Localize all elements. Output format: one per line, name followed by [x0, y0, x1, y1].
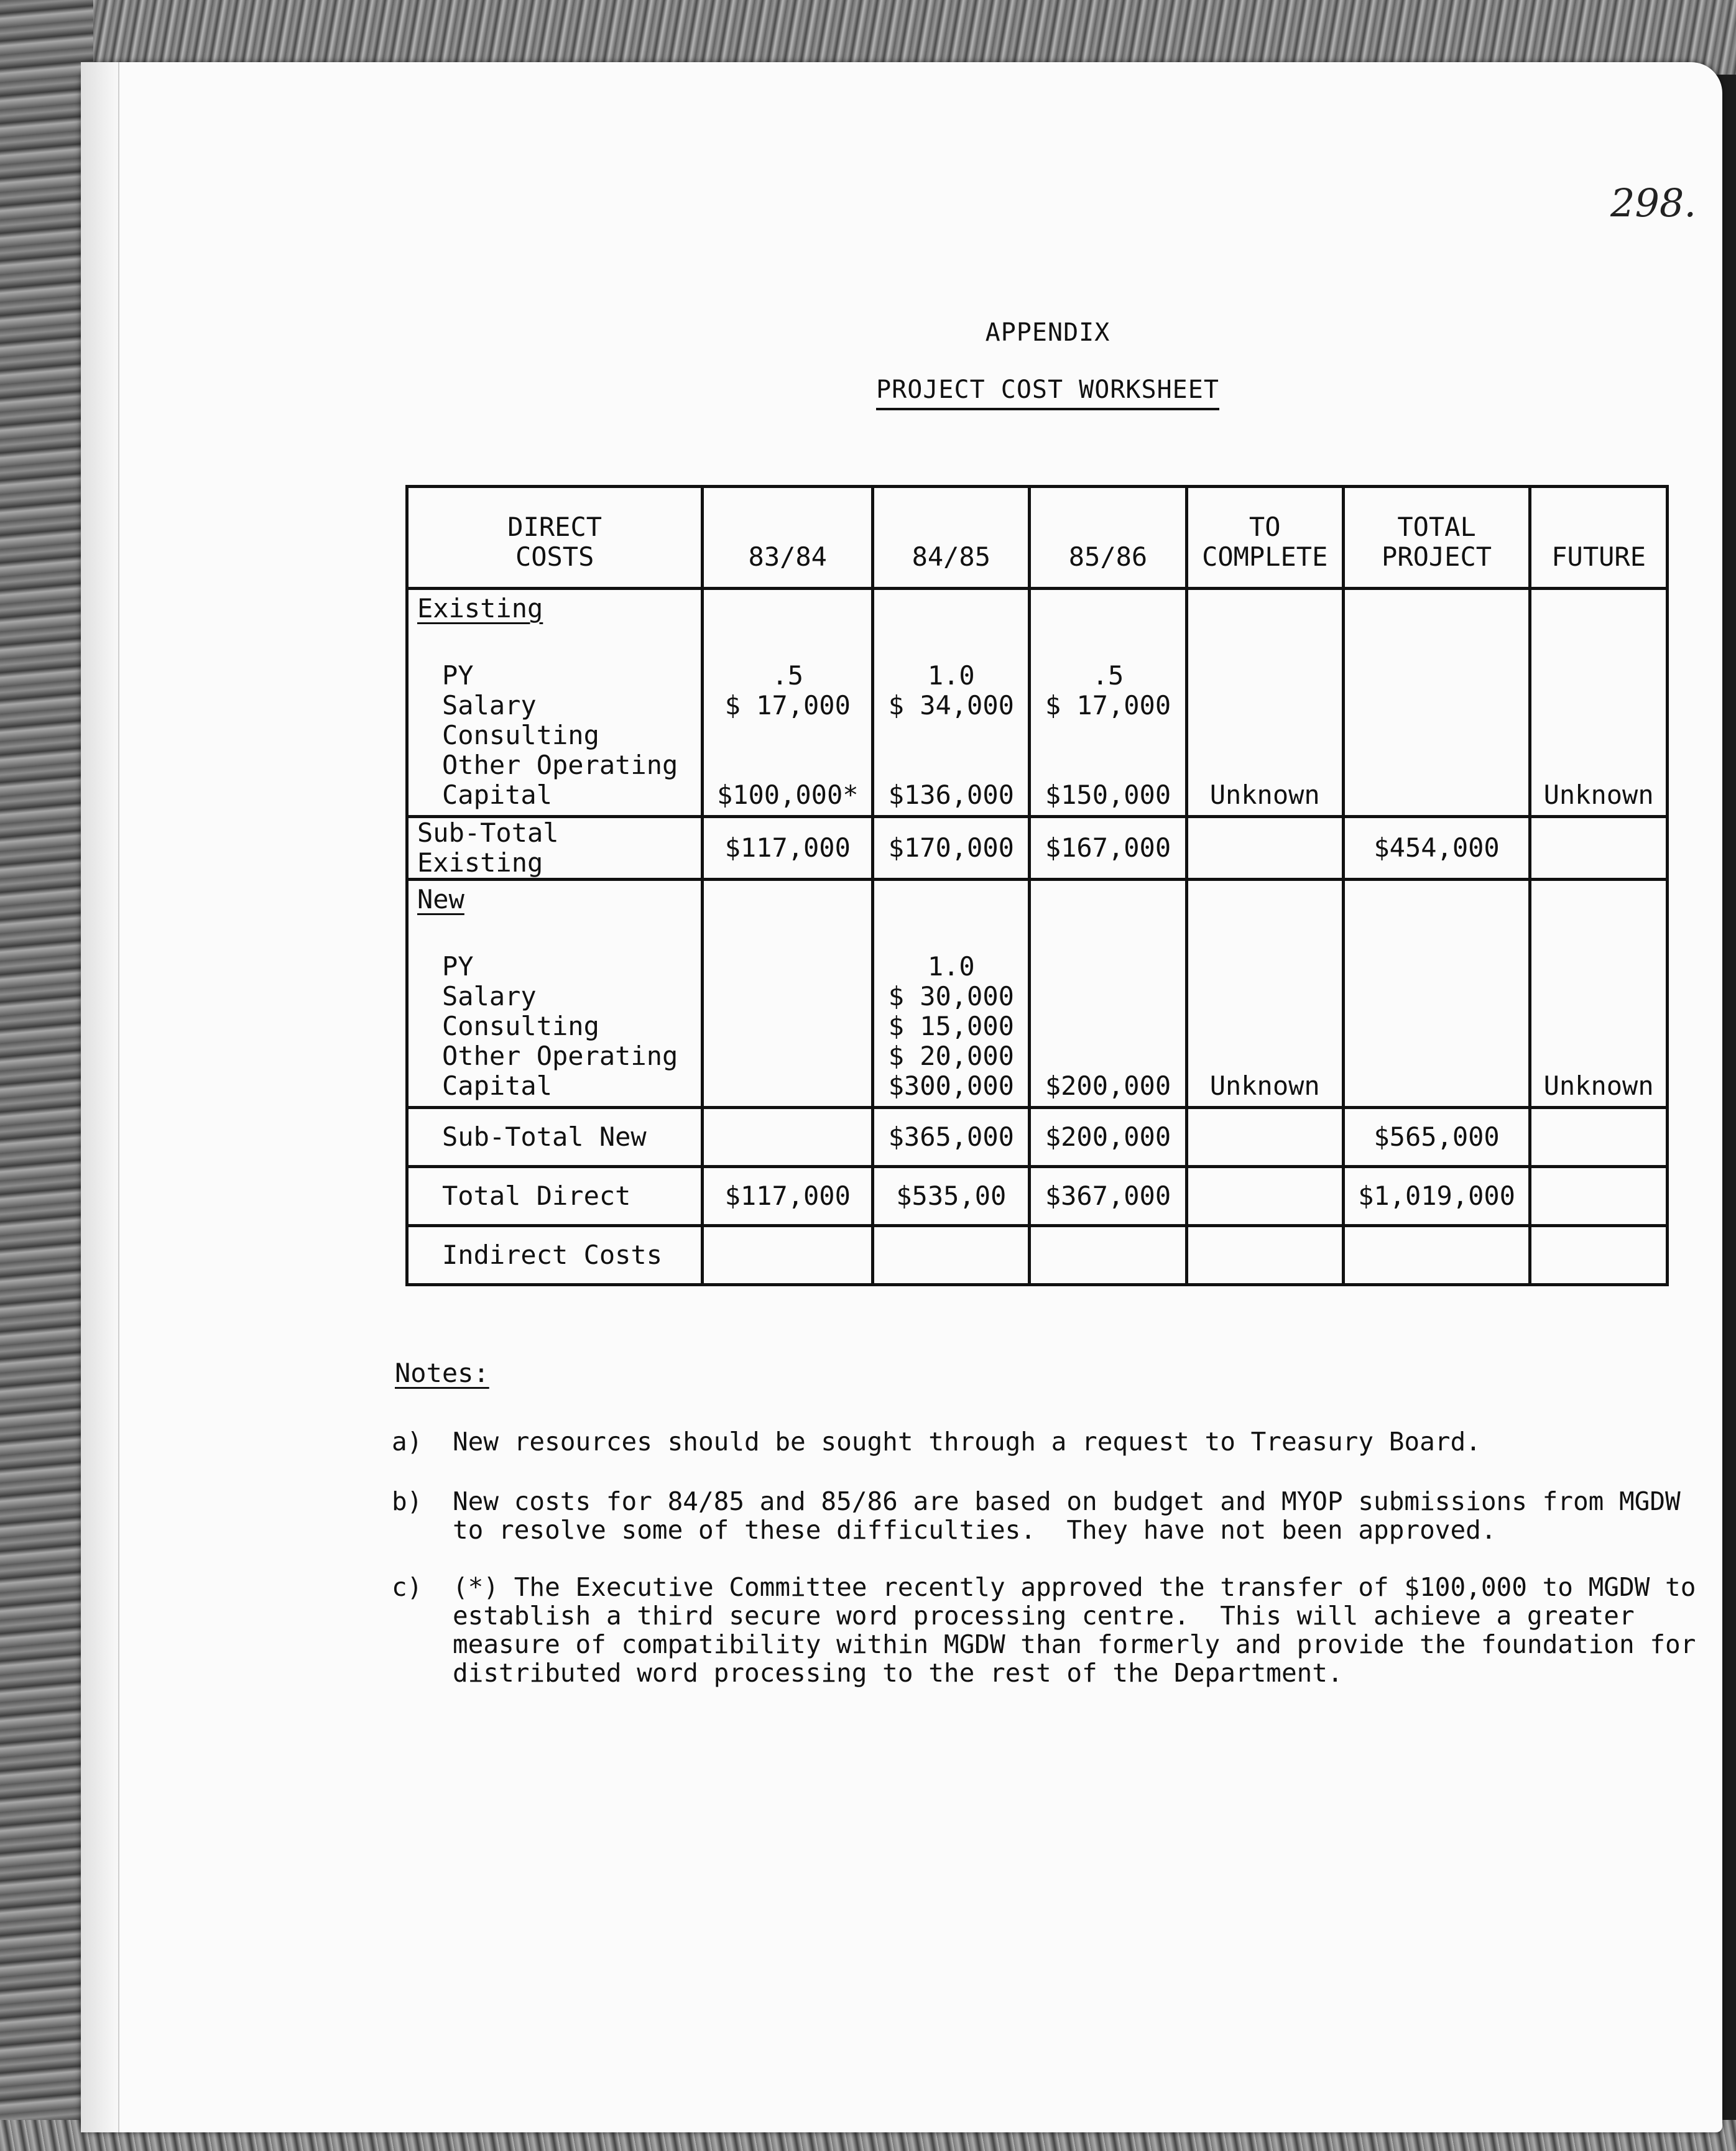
- existing-values-cell: [873, 589, 1030, 817]
- column-header-line: 85/86: [1068, 541, 1148, 572]
- row-label-cell: [407, 1226, 703, 1285]
- new-label-cell: [407, 880, 703, 1108]
- cell-value: Unknown: [1209, 1071, 1320, 1101]
- cell-value: 1.0: [927, 951, 975, 982]
- cell-value: [1040, 952, 1176, 982]
- cell-value: [1354, 661, 1520, 691]
- cell-value: [1354, 750, 1520, 780]
- row-value-cell: [873, 1108, 1030, 1167]
- note-line: (*) The Executive Committee recently approved the transfer of $100,000 to MGDW to: [453, 1572, 1696, 1602]
- cell-value: [1354, 952, 1520, 982]
- line-item-label: Capital: [442, 780, 553, 810]
- row-value: $565,000: [1374, 1122, 1500, 1152]
- existing-values-cell: [1530, 589, 1668, 817]
- section-title-existing: Existing: [417, 593, 543, 624]
- column-header-line: COMPLETE: [1202, 541, 1328, 572]
- cell-value: $100,000*: [716, 780, 859, 810]
- table-row-new: [407, 880, 1668, 1108]
- cell-value: [1197, 691, 1333, 721]
- row-value-cell: [703, 817, 873, 880]
- column-header-future: [1530, 487, 1668, 589]
- cell-value: [713, 1071, 862, 1101]
- cell-value: [1040, 1011, 1176, 1041]
- cell-value: [883, 750, 1019, 780]
- table-header-row: [407, 487, 1668, 589]
- note-letter: c): [392, 1572, 423, 1602]
- cell-value: [1040, 750, 1176, 780]
- cell-value: [1354, 982, 1520, 1011]
- row-value-cell: [1343, 1108, 1530, 1167]
- cell-value: $ 17,000: [724, 690, 851, 721]
- column-header-line: 83/84: [748, 541, 827, 572]
- section-title-new: New: [417, 884, 464, 914]
- existing-items: [417, 661, 692, 810]
- cell-value: $ 30,000: [888, 981, 1014, 1011]
- note-line: establish a third secure word processing centre. This will achieve a greater: [453, 1601, 1635, 1631]
- new-values-cell: [703, 880, 873, 1108]
- line-item-label: Capital: [442, 1071, 553, 1101]
- row-value-cell: [1343, 1167, 1530, 1226]
- new-values-cell: [1343, 880, 1530, 1108]
- existing-values-cell: [1030, 589, 1186, 817]
- row-label: Indirect Costs: [442, 1240, 663, 1270]
- column-header-line: DIRECT: [507, 512, 603, 542]
- cell-value: [1197, 1011, 1333, 1041]
- worksheet-title-text: PROJECT COST WORKSHEET: [876, 375, 1219, 410]
- cell-value: [1354, 1011, 1520, 1041]
- column-header-8485: [873, 487, 1030, 589]
- line-item-label: PY: [442, 951, 474, 982]
- row-value-cell: [873, 1226, 1030, 1285]
- row-value-cell: [1030, 1108, 1186, 1167]
- note-line: New costs for 84/85 and 85/86 are based on budget and MYOP submissions from MGDW: [453, 1486, 1681, 1516]
- cell-value: 1.0: [927, 660, 975, 691]
- notes-title: Notes:: [395, 1358, 489, 1388]
- cell-value: [1040, 1041, 1176, 1071]
- new-values-cell: [1530, 880, 1668, 1108]
- row-value: $1,019,000: [1358, 1181, 1515, 1211]
- table-row-subtotal-existing: [407, 817, 1668, 880]
- row-value: $200,000: [1045, 1122, 1171, 1152]
- row-value-cell: [1530, 1167, 1668, 1226]
- new-items: [417, 952, 692, 1101]
- new-values-cell: [873, 880, 1030, 1108]
- note-body: [453, 1572, 1696, 1688]
- row-label: Total Direct: [442, 1181, 631, 1211]
- cell-value: [1540, 691, 1657, 721]
- row-label-cell: [407, 1167, 703, 1226]
- column-header-line: 84/85: [912, 541, 990, 572]
- line-item-label: Salary: [442, 690, 537, 721]
- cell-value: [1540, 952, 1657, 982]
- column-header-direct-costs: [407, 487, 703, 589]
- cell-value: [1040, 982, 1176, 1011]
- cell-value: .5: [772, 660, 804, 691]
- cell-value: $300,000: [888, 1071, 1014, 1101]
- cell-value: Unknown: [1543, 780, 1654, 810]
- page-fold-edge: [81, 62, 119, 2132]
- note-letter: a): [392, 1427, 423, 1457]
- cell-value: $ 34,000: [888, 690, 1014, 721]
- cell-value: [883, 721, 1019, 750]
- new-values-cell: [1030, 880, 1186, 1108]
- cell-value: [1354, 780, 1520, 810]
- new-values-cell: [1186, 880, 1343, 1108]
- handwritten-page-number: 298.: [1610, 180, 1697, 226]
- row-value-cell: [1030, 1167, 1186, 1226]
- line-item-label: Salary: [442, 981, 537, 1011]
- table-row-subtotal-new: [407, 1108, 1668, 1167]
- column-header-8384: [703, 487, 873, 589]
- row-label-cell: [407, 817, 703, 880]
- row-value-cell: [1343, 817, 1530, 880]
- row-value-cell: [703, 1226, 873, 1285]
- row-value: $117,000: [724, 832, 851, 863]
- cell-value: [713, 1041, 862, 1071]
- cell-value: Unknown: [1209, 780, 1320, 810]
- cell-value: $ 20,000: [888, 1041, 1014, 1071]
- note-body: [453, 1487, 1679, 1544]
- row-value-cell: [1186, 1108, 1343, 1167]
- cell-value: [1540, 721, 1657, 750]
- row-value: $367,000: [1045, 1181, 1171, 1211]
- column-header-line: TOTAL: [1397, 512, 1476, 542]
- row-value-cell: [1030, 817, 1186, 880]
- cell-value: [1540, 982, 1657, 1011]
- cell-value: .5: [1092, 660, 1124, 691]
- worksheet-title: [622, 375, 1474, 404]
- cell-value: [1040, 721, 1176, 750]
- project-cost-table: [405, 485, 1669, 1286]
- row-label: Sub-Total New: [442, 1122, 647, 1152]
- cell-value: [1354, 691, 1520, 721]
- existing-values-cell: [1186, 589, 1343, 817]
- cell-value: [713, 952, 862, 982]
- cell-value: $200,000: [1045, 1071, 1171, 1101]
- existing-label-cell: [407, 589, 703, 817]
- row-value-cell: [1186, 817, 1343, 880]
- row-value-cell: [1186, 1226, 1343, 1285]
- existing-values-cell: [703, 589, 873, 817]
- row-value: $365,000: [888, 1122, 1014, 1152]
- cell-value: [1540, 1041, 1657, 1071]
- cell-value: [1540, 750, 1657, 780]
- line-item-label: PY: [442, 660, 474, 691]
- cell-value: $150,000: [1045, 780, 1171, 810]
- line-item-label: Consulting: [442, 720, 599, 750]
- row-value-cell: [703, 1167, 873, 1226]
- column-header-total-project: [1343, 487, 1530, 589]
- cell-value: [713, 750, 862, 780]
- row-value-cell: [1186, 1167, 1343, 1226]
- cell-value: Unknown: [1543, 1071, 1654, 1101]
- table-row-existing: [407, 589, 1668, 817]
- cell-value: [1540, 1011, 1657, 1041]
- column-header-line: FUTURE: [1551, 541, 1646, 572]
- note-line: distributed word processing to the rest of the Department.: [453, 1658, 1343, 1688]
- table-row-indirect-costs: [407, 1226, 1668, 1285]
- cell-value: [713, 982, 862, 1011]
- scan-background-left: [0, 0, 93, 2151]
- column-header-line: TO: [1249, 512, 1281, 542]
- line-item-label: Consulting: [442, 1011, 599, 1041]
- column-header-to-complete: [1186, 487, 1343, 589]
- row-value-cell: [873, 1167, 1030, 1226]
- column-header-line: COSTS: [515, 541, 594, 572]
- cell-value: $ 17,000: [1045, 690, 1171, 721]
- cell-value: $136,000: [888, 780, 1014, 810]
- cell-value: [1197, 1041, 1333, 1071]
- cell-value: [1354, 721, 1520, 750]
- row-value-cell: [873, 817, 1030, 880]
- appendix-heading: APPENDIX: [985, 318, 1110, 347]
- cell-value: $ 15,000: [888, 1011, 1014, 1041]
- row-label-cell: [407, 1108, 703, 1167]
- row-value-cell: [703, 1108, 873, 1167]
- cell-value: [1197, 952, 1333, 982]
- note-letter: b): [392, 1486, 423, 1516]
- row-value: $117,000: [724, 1181, 851, 1211]
- cell-value: [1197, 982, 1333, 1011]
- note-body: [453, 1427, 1679, 1456]
- cell-value: [1354, 1041, 1520, 1071]
- column-header-line: PROJECT: [1382, 541, 1492, 572]
- row-value-cell: [1343, 1226, 1530, 1285]
- row-value: $535,00: [896, 1181, 1007, 1211]
- row-value: $454,000: [1374, 832, 1500, 863]
- line-item-label: Other Operating: [442, 750, 678, 780]
- row-value: $170,000: [888, 832, 1014, 863]
- cell-value: [1197, 750, 1333, 780]
- cell-value: [1354, 1071, 1520, 1101]
- row-label: Sub-Total Existing: [417, 818, 559, 878]
- existing-values-cell: [1343, 589, 1530, 817]
- row-value-cell: [1530, 1226, 1668, 1285]
- note-line: measure of compatibility within MGDW than formerly and provide the foundation for: [453, 1629, 1696, 1659]
- cell-value: [713, 721, 862, 750]
- row-value: $167,000: [1045, 832, 1171, 863]
- row-value-cell: [1530, 817, 1668, 880]
- note-line: to resolve some of these difficulties. They have not been approved.: [453, 1515, 1497, 1545]
- row-value-cell: [1530, 1108, 1668, 1167]
- cell-value: [713, 1011, 862, 1041]
- cell-value: [1197, 661, 1333, 691]
- note-line: New resources should be sought through a request to Treasury Board.: [453, 1427, 1481, 1457]
- row-value-cell: [1030, 1226, 1186, 1285]
- line-item-label: Other Operating: [442, 1041, 678, 1071]
- cell-value: [1197, 721, 1333, 750]
- table-row-total-direct: [407, 1167, 1668, 1226]
- cell-value: [1540, 661, 1657, 691]
- column-header-8586: [1030, 487, 1186, 589]
